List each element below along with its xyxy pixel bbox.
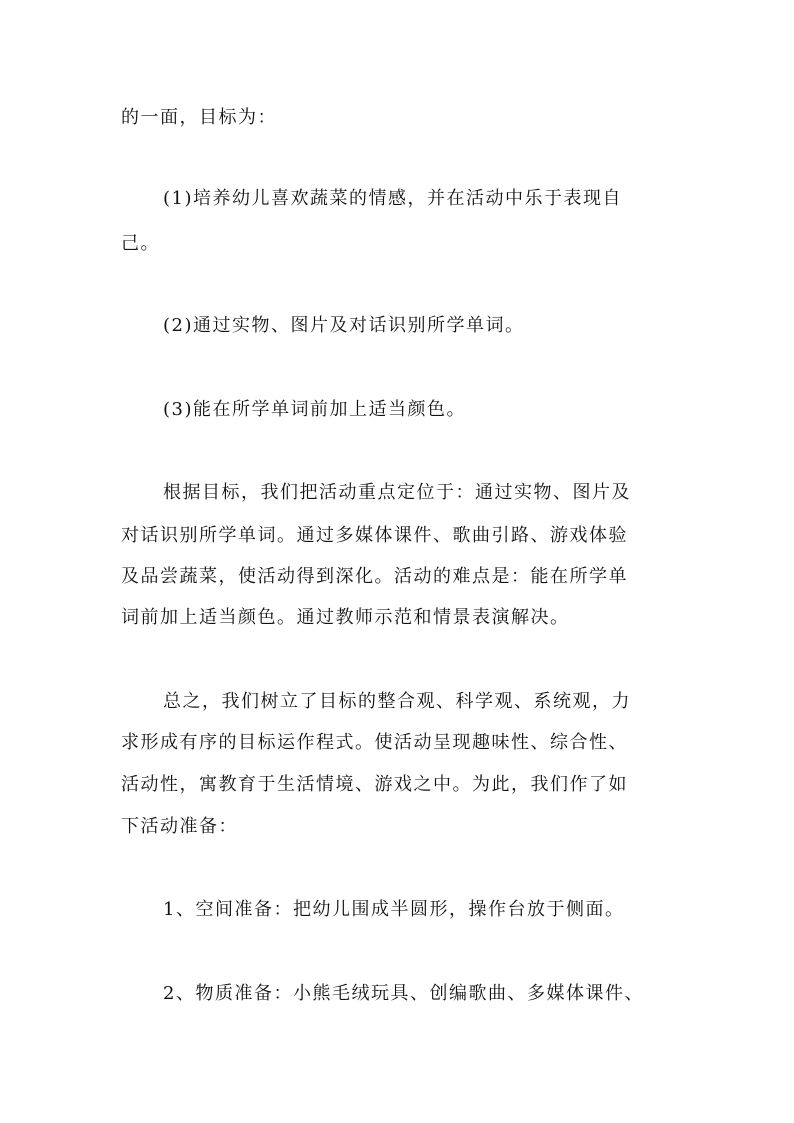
text-line: 根据目标，我们把活动重点定位于：通过实物、图片及 bbox=[163, 482, 631, 503]
text-line: 2、物质准备：小熊毛绒玩具、创编歌曲、多媒体课件、 bbox=[163, 983, 644, 1004]
text-line: (3)能在所学单词前加上适当颜色。 bbox=[163, 399, 466, 420]
text-line: 的一面，目标为： bbox=[121, 107, 277, 128]
text-line: (2)通过实物、图片及对话识别所学单词。 bbox=[163, 315, 525, 336]
text-line: 下活动准备： bbox=[121, 816, 238, 837]
text-line: 1、空间准备：把幼儿围成半圆形，操作台放于侧面。 bbox=[163, 899, 625, 920]
text-line: 求形成有序的目标运作程式。使活动呈现趣味性、综合性、 bbox=[121, 732, 628, 753]
text-line: 己。 bbox=[121, 233, 160, 254]
text-line: 词前加上适当颜色。通过教师示范和情景表演解决。 bbox=[121, 607, 570, 628]
text-line: 总之，我们树立了目标的整合观、科学观、系统观，力 bbox=[163, 691, 631, 712]
text-line: (1)培养幼儿喜欢蔬菜的情感，并在活动中乐于表现自 bbox=[163, 188, 622, 209]
text-line: 对话识别所学单词。通过多媒体课件、歌曲引路、游戏体验 bbox=[121, 525, 628, 546]
text-line: 活动性，寓教育于生活情境、游戏之中。为此，我们作了如 bbox=[121, 774, 628, 795]
text-line: 及品尝蔬菜，使活动得到深化。活动的难点是：能在所学单 bbox=[121, 566, 628, 587]
